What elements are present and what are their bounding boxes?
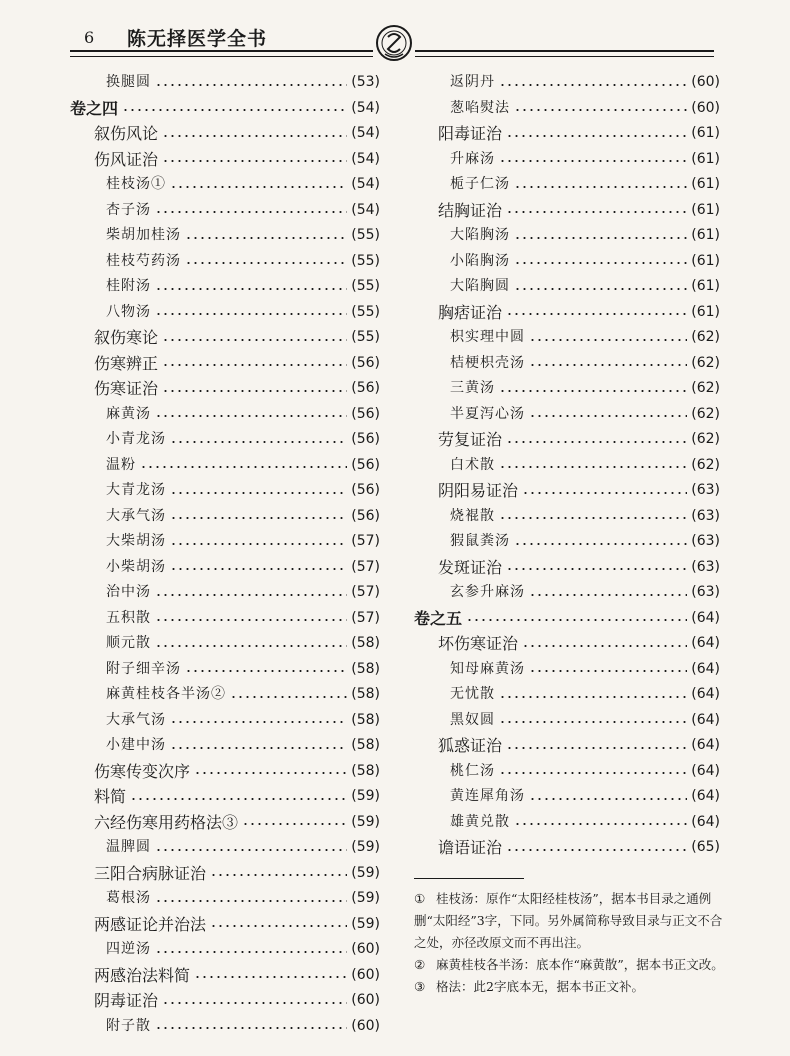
toc-entry — [414, 249, 720, 275]
toc-entry-page: (63) — [691, 507, 720, 524]
toc-entry — [414, 223, 720, 249]
toc-entry — [414, 555, 720, 581]
toc-entry — [70, 300, 380, 326]
toc-entry-page: (60) — [351, 966, 380, 983]
toc-entry — [414, 657, 720, 683]
toc-entry-page: (64) — [691, 609, 720, 626]
toc-entry-page: (59) — [351, 915, 380, 932]
dot-leader — [499, 696, 687, 698]
dot-leader — [162, 390, 347, 392]
toc-entry-title: 大承气汤 — [106, 711, 166, 728]
page-number: 6 — [84, 28, 95, 47]
toc-entry-page: (60) — [351, 1017, 380, 1034]
dot-leader — [170, 543, 347, 545]
dot-leader — [506, 313, 687, 315]
toc-entry — [70, 555, 380, 581]
toc-entry-title: 枳实理中圆 — [450, 329, 525, 345]
dot-leader — [194, 976, 347, 978]
dot-leader — [529, 798, 687, 800]
dot-leader — [155, 313, 347, 315]
toc-entry-title: 桂枝芍药汤 — [106, 252, 181, 269]
toc-entry-title: 卷之四 — [70, 98, 119, 118]
dot-leader — [529, 364, 687, 366]
toc-entry — [414, 70, 720, 96]
dot-leader — [155, 415, 347, 417]
toc-entry-page: (54) — [351, 176, 380, 192]
dot-leader — [210, 874, 347, 876]
toc-entry-title: 猳鼠粪汤 — [450, 533, 510, 549]
toc-entry-page: (61) — [691, 278, 720, 294]
toc-entry — [414, 580, 720, 606]
toc-entry-title: 料简 — [94, 787, 127, 806]
toc-entry-page: (64) — [691, 788, 720, 804]
dot-leader — [230, 696, 347, 698]
toc-entry — [70, 453, 380, 479]
toc-entry-title: 栀子仁汤 — [450, 176, 510, 192]
toc-entry-title: 杏子汤 — [106, 201, 151, 218]
toc-entry — [70, 478, 380, 504]
toc-entry-title: 阴毒证治 — [94, 991, 159, 1010]
dot-leader — [210, 925, 347, 927]
toc-entry — [70, 1014, 380, 1040]
toc-entry-page: (62) — [691, 329, 720, 345]
toc-entry — [70, 708, 380, 734]
toc-entry-page: (59) — [351, 839, 380, 855]
footnote — [414, 954, 724, 976]
toc-entry-page: (60) — [351, 992, 380, 1008]
dot-leader — [170, 747, 347, 749]
toc-entry-title: 无忧散 — [450, 686, 495, 702]
page-header — [0, 0, 790, 70]
toc-entry — [70, 937, 380, 963]
toc-entry-page: (64) — [691, 660, 720, 677]
toc-entry-title: 发斑证治 — [438, 557, 503, 577]
toc-entry-title: 葛根汤 — [106, 890, 151, 906]
dot-leader — [514, 186, 687, 188]
dot-leader — [499, 517, 687, 519]
dot-leader — [499, 772, 687, 774]
toc-entry-title: 六经伤寒用药格法③ — [94, 812, 239, 832]
dot-leader — [499, 390, 687, 392]
toc-entry-title: 顺元散 — [106, 635, 151, 651]
toc-entry-page: (59) — [351, 813, 380, 830]
dot-leader — [506, 568, 687, 570]
toc-left-column — [70, 70, 380, 1039]
toc-entry-title: 黄连犀角汤 — [450, 788, 525, 804]
toc-entry-page: (55) — [351, 252, 380, 269]
toc-entry-page: (61) — [691, 303, 720, 320]
toc-entry-title: 坏伤寒证治 — [438, 634, 519, 653]
toc-entry-page: (55) — [351, 227, 380, 243]
dot-leader — [514, 823, 687, 825]
toc-entry-page: (57) — [351, 533, 380, 549]
dot-leader — [155, 84, 347, 86]
toc-entry-title: 桂附汤 — [106, 278, 151, 294]
dot-leader — [140, 466, 347, 468]
dot-leader — [506, 135, 687, 137]
toc-entry-title: 麻黄桂枝各半汤② — [106, 686, 226, 702]
dot-leader — [170, 517, 347, 519]
toc-entry-title: 麻黄汤 — [106, 405, 151, 422]
toc-entry — [414, 478, 720, 504]
toc-entry-title: 大承气汤 — [106, 507, 166, 524]
toc-entry — [70, 963, 380, 989]
toc-entry — [414, 274, 720, 300]
toc-entry-title: 桃仁汤 — [450, 762, 495, 779]
toc-entry-title: 柴胡加桂汤 — [106, 227, 181, 243]
dot-leader — [194, 772, 347, 774]
dot-leader — [499, 160, 687, 162]
toc-entry — [70, 733, 380, 759]
dot-leader — [162, 364, 347, 366]
footnotes — [414, 888, 724, 998]
toc-entry-title: 三黄汤 — [450, 380, 495, 396]
footnote-text: 桂枝汤：原作“太阳经桂枝汤”，据本书目录之通例删“太阳经”3字，下同。另外属简称导致目录与正文不合之处，亦径改原文而不再出注。 — [414, 891, 723, 950]
dot-leader — [170, 441, 347, 443]
toc-entry-page: (55) — [351, 303, 380, 320]
dot-leader — [506, 849, 687, 851]
toc-entry-page: (57) — [351, 584, 380, 600]
toc-entry-title: 大陷胸圆 — [450, 278, 510, 294]
dot-leader — [529, 339, 687, 341]
toc-entry-page: (62) — [691, 380, 720, 396]
dot-leader — [514, 109, 687, 111]
toc-entry — [70, 784, 380, 810]
dot-leader — [514, 543, 687, 545]
toc-entry — [414, 682, 720, 708]
toc-entry-title: 烧裩散 — [450, 507, 495, 524]
toc-entry-title: 温粉 — [106, 456, 136, 473]
toc-entry-page: (59) — [351, 864, 380, 881]
toc-entry — [70, 657, 380, 683]
toc-entry-page: (57) — [351, 558, 380, 575]
toc-entry — [70, 810, 380, 836]
toc-entry — [414, 96, 720, 122]
dot-leader — [162, 1002, 347, 1004]
toc-entry-page: (61) — [691, 252, 720, 269]
toc-entry-page: (58) — [351, 635, 380, 651]
dot-leader — [155, 594, 347, 596]
toc-entry — [414, 376, 720, 402]
toc-entry-page: (56) — [351, 405, 380, 422]
publisher-logo-icon — [373, 22, 415, 64]
toc-entry-page: (64) — [691, 635, 720, 651]
toc-entry — [70, 682, 380, 708]
toc-entry-title: 小陷胸汤 — [450, 252, 510, 269]
toc-entry-page: (62) — [691, 354, 720, 371]
toc-entry-title: 谵语证治 — [438, 838, 503, 857]
toc-entry-page: (63) — [691, 533, 720, 549]
toc-entry — [70, 427, 380, 453]
toc-entry-page: (61) — [691, 201, 720, 218]
toc-entry — [70, 172, 380, 198]
toc-entry-title: 阳毒证治 — [438, 124, 503, 143]
toc-entry — [414, 172, 720, 198]
dot-leader — [506, 441, 687, 443]
toc-entry-page: (60) — [691, 99, 720, 116]
dot-leader — [162, 135, 347, 137]
toc-entry-page: (63) — [691, 558, 720, 575]
dot-leader — [155, 951, 347, 953]
toc-entry-title: 四逆汤 — [106, 941, 151, 957]
toc-entry — [70, 376, 380, 402]
dot-leader — [155, 645, 347, 647]
toc-entry-title: 黑奴圆 — [450, 711, 495, 728]
toc-entry-title: 两感治法料简 — [94, 965, 191, 985]
toc-entry-title: 大陷胸汤 — [450, 227, 510, 243]
toc-right-column — [414, 70, 720, 861]
toc-entry-page: (64) — [691, 686, 720, 702]
toc-entry-page: (55) — [351, 329, 380, 345]
toc-entry-title: 附子细辛汤 — [106, 660, 181, 677]
dot-leader — [155, 900, 347, 902]
dot-leader — [170, 492, 347, 494]
toc-entry-title: 半夏泻心汤 — [450, 405, 525, 422]
dot-leader — [185, 262, 347, 264]
toc-entry-page: (56) — [351, 482, 380, 498]
toc-entry — [414, 147, 720, 173]
dot-leader — [155, 619, 347, 621]
toc-entry-page: (57) — [351, 609, 380, 626]
toc-entry — [414, 529, 720, 555]
toc-entry — [70, 912, 380, 938]
toc-entry — [70, 402, 380, 428]
toc-entry — [414, 453, 720, 479]
dot-leader — [185, 237, 347, 239]
dot-leader — [155, 1027, 347, 1029]
toc-entry-page: (61) — [691, 227, 720, 243]
toc-entry-page: (59) — [351, 890, 380, 906]
dot-leader — [466, 619, 687, 621]
toc-entry-page: (60) — [691, 74, 720, 90]
toc-entry — [414, 325, 720, 351]
footnote-rule — [414, 878, 524, 879]
toc-entry — [414, 402, 720, 428]
toc-entry-page: (56) — [351, 456, 380, 473]
dot-leader — [170, 568, 347, 570]
dot-leader — [514, 262, 687, 264]
toc-entry-page: (64) — [691, 711, 720, 728]
toc-entry — [70, 606, 380, 632]
toc-entry — [70, 861, 380, 887]
toc-entry-page: (64) — [691, 813, 720, 830]
toc-entry-title: 雄黄兑散 — [450, 813, 510, 830]
toc-entry — [70, 274, 380, 300]
toc-entry-page: (64) — [691, 762, 720, 779]
footnote-text: 格法：此2字底本无，据本书正文补。 — [436, 979, 644, 994]
toc-entry-title: 伤寒传变次序 — [94, 761, 191, 781]
toc-entry-page: (58) — [351, 762, 380, 779]
dot-leader — [522, 492, 687, 494]
toc-entry-title: 阴阳易证治 — [438, 481, 519, 500]
toc-entry-title: 白术散 — [450, 456, 495, 473]
toc-entry-page: (63) — [691, 482, 720, 498]
toc-entry-page: (62) — [691, 456, 720, 473]
toc-entry-title: 返阴丹 — [450, 74, 495, 90]
toc-entry-title: 叙伤风论 — [94, 124, 159, 143]
toc-entry-title: 大青龙汤 — [106, 482, 166, 498]
toc-entry — [70, 580, 380, 606]
toc-entry-page: (61) — [691, 176, 720, 192]
footnote-number: ② — [414, 957, 426, 972]
toc-entry — [414, 504, 720, 530]
toc-entry — [414, 708, 720, 734]
toc-entry-title: 劳复证治 — [438, 430, 503, 449]
toc-entry — [70, 759, 380, 785]
dot-leader — [506, 211, 687, 213]
toc-entry-title: 叙伤寒论 — [94, 328, 159, 347]
toc-entry-title: 治中汤 — [106, 584, 151, 600]
dot-leader — [170, 721, 347, 723]
toc-entry-page: (54) — [351, 125, 380, 141]
toc-entry-page: (54) — [351, 150, 380, 167]
toc-entry — [414, 121, 720, 147]
toc-entry — [414, 300, 720, 326]
toc-entry-page: (59) — [351, 788, 380, 804]
toc-entry-title: 伤风证治 — [94, 149, 159, 169]
toc-entry-page: (61) — [691, 150, 720, 167]
book-title: 陈无择医学全书 — [127, 28, 268, 50]
toc-entry — [70, 351, 380, 377]
toc-entry-page: (62) — [691, 431, 720, 447]
toc-entry — [70, 70, 380, 96]
toc-entry — [414, 835, 720, 861]
dot-leader — [122, 109, 347, 111]
toc-entry — [70, 96, 380, 122]
toc-entry-title: 换腿圆 — [106, 74, 151, 90]
toc-entry — [70, 121, 380, 147]
toc-entry-page: (62) — [691, 405, 720, 422]
dot-leader — [242, 823, 347, 825]
footnote — [414, 976, 724, 998]
toc-entry-page: (53) — [351, 74, 380, 90]
dot-leader — [170, 186, 347, 188]
toc-entry-page: (58) — [351, 737, 380, 753]
dot-leader — [514, 237, 687, 239]
footnote-number: ③ — [414, 979, 426, 994]
toc-entry-title: 五积散 — [106, 609, 151, 626]
toc-entry-title: 伤寒辨正 — [94, 353, 159, 373]
toc-entry-page: (58) — [351, 711, 380, 728]
toc-entry — [414, 427, 720, 453]
toc-entry-page: (54) — [351, 99, 380, 116]
toc-entry — [70, 147, 380, 173]
toc-entry-title: 温脾圆 — [106, 839, 151, 855]
toc-entry-title: 桂枝汤① — [106, 176, 166, 192]
toc-entry — [70, 504, 380, 530]
dot-leader — [499, 84, 687, 86]
toc-entry-title: 伤寒证治 — [94, 379, 159, 398]
dot-leader — [155, 288, 347, 290]
toc-entry — [414, 733, 720, 759]
toc-entry-page: (55) — [351, 278, 380, 294]
toc-entry — [70, 835, 380, 861]
toc-entry-title: 结胸证治 — [438, 200, 503, 220]
toc-entry-title: 胸痞证治 — [438, 302, 503, 322]
toc-entry — [70, 249, 380, 275]
dot-leader — [185, 670, 347, 672]
footnote-number: ① — [414, 891, 426, 906]
toc-entry-title: 升麻汤 — [450, 150, 495, 167]
toc-entry-title: 两感证论并治法 — [94, 914, 207, 934]
toc-entry-page: (58) — [351, 660, 380, 677]
dot-leader — [499, 466, 687, 468]
dot-leader — [529, 415, 687, 417]
toc-entry-title: 玄参升麻汤 — [450, 584, 525, 600]
toc-entry — [414, 784, 720, 810]
toc-entry-title: 附子散 — [106, 1017, 151, 1034]
toc-entry-page: (58) — [351, 686, 380, 702]
dot-leader — [499, 721, 687, 723]
dot-leader — [529, 670, 687, 672]
toc-entry-title: 小青龙汤 — [106, 431, 166, 447]
toc-entry — [70, 988, 380, 1014]
dot-leader — [514, 288, 687, 290]
toc-entry — [70, 223, 380, 249]
toc-entry-title: 葱啗熨法 — [450, 99, 510, 116]
toc-entry-page: (56) — [351, 507, 380, 524]
toc-entry — [414, 606, 720, 632]
toc-entry-page: (56) — [351, 431, 380, 447]
toc-entry — [70, 529, 380, 555]
toc-entry — [70, 198, 380, 224]
toc-entry-page: (54) — [351, 201, 380, 218]
toc-entry-title: 狐惑证治 — [438, 736, 503, 755]
toc-entry-page: (64) — [691, 737, 720, 753]
dot-leader — [155, 211, 347, 213]
toc-entry — [70, 886, 380, 912]
dot-leader — [162, 160, 347, 162]
toc-entry — [414, 631, 720, 657]
toc-entry — [414, 351, 720, 377]
toc-entry-title: 桔梗枳壳汤 — [450, 354, 525, 371]
dot-leader — [155, 849, 347, 851]
dot-leader — [130, 798, 347, 800]
toc-entry — [70, 325, 380, 351]
toc-entry-title: 八物汤 — [106, 303, 151, 320]
dot-leader — [522, 645, 687, 647]
footnote-text: 麻黄桂枝各半汤：底本作“麻黄散”，据本书正文改。 — [436, 957, 724, 972]
toc-entry-page: (60) — [351, 941, 380, 957]
toc-entry-page: (56) — [351, 354, 380, 371]
toc-entry-title: 小柴胡汤 — [106, 558, 166, 575]
footnote — [414, 888, 724, 954]
toc-entry-title: 知母麻黄汤 — [450, 660, 525, 677]
toc-entry-page: (65) — [691, 839, 720, 855]
dot-leader — [506, 747, 687, 749]
dot-leader — [162, 339, 347, 341]
dot-leader — [529, 594, 687, 596]
toc-entry-title: 大柴胡汤 — [106, 533, 166, 549]
toc-entry-page: (56) — [351, 380, 380, 396]
toc-entry — [414, 810, 720, 836]
toc-entry-page: (63) — [691, 584, 720, 600]
toc-entry-title: 三阳合病脉证治 — [94, 863, 207, 883]
toc-entry-title: 卷之五 — [414, 608, 463, 628]
toc-entry-title: 小建中汤 — [106, 737, 166, 753]
toc-entry — [414, 759, 720, 785]
toc-entry-page: (61) — [691, 125, 720, 141]
toc-entry — [70, 631, 380, 657]
toc-entry — [414, 198, 720, 224]
